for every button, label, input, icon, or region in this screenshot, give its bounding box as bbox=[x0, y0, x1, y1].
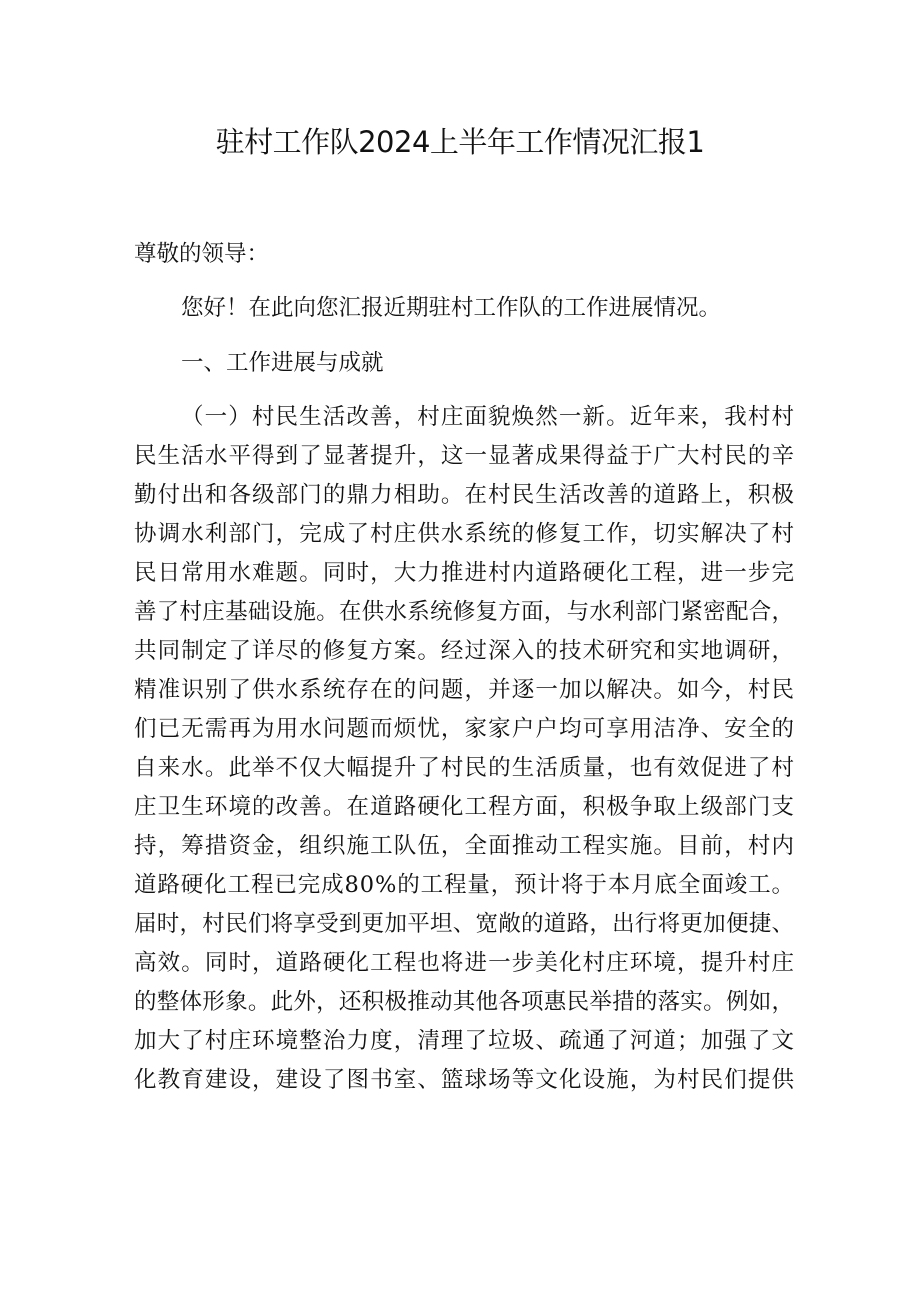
paragraph-line: 届时，村民们将享受到更加平坦、宽敞的道路，出行将更加便捷、 bbox=[134, 911, 795, 937]
document-title: 驻村工作队2024上半年工作情况汇报1 bbox=[215, 125, 705, 159]
section-heading: 一、工作进展与成就 bbox=[181, 350, 384, 376]
paragraph-line: 共同制定了详尽的修复方案。经过深入的技术研究和实地调研， bbox=[134, 638, 796, 664]
paragraph-line: 协调水利部门，完成了村庄供水系统的修复工作，切实解决了村 bbox=[134, 521, 796, 547]
paragraph-line: （一）村民生活改善，村庄面貌焕然一新。近年来，我村村 bbox=[181, 404, 796, 430]
salutation: 尊敬的领导： bbox=[134, 241, 270, 267]
paragraph-line: 道路硬化工程已完成80%的工程量，预计将于本月底全面竣工。 bbox=[134, 872, 795, 898]
paragraph-line: 民生活水平得到了显著提升，这一显著成果得益于广大村民的辛 bbox=[134, 443, 796, 469]
paragraph-line: 高效。同时，道路硬化工程也将进一步美化村庄环境，提升村庄 bbox=[134, 950, 796, 976]
paragraph-line: 化教育建设，建设了图书室、篮球场等文化设施，为村民们提供 bbox=[134, 1067, 796, 1093]
paragraph-line: 自来水。此举不仅大幅提升了村民的生活质量，也有效促进了村 bbox=[134, 755, 796, 781]
greeting: 您好！在此向您汇报近期驻村工作队的工作进展情况。 bbox=[181, 295, 722, 321]
paragraph-line: 的整体形象。此外，还积极推动其他各项惠民举措的落实。例如， bbox=[134, 989, 795, 1015]
paragraph-line: 们已无需再为用水问题而烦忧，家家户户均可享用洁净、安全的 bbox=[134, 716, 796, 742]
paragraph-line: 精准识别了供水系统存在的问题，并逐一加以解决。如今，村民 bbox=[134, 677, 796, 703]
paragraph-line: 庄卫生环境的改善。在道路硬化工程方面，积极争取上级部门支 bbox=[134, 794, 796, 820]
paragraph-line: 加大了村庄环境整治力度，清理了垃圾、疏通了河道；加强了文 bbox=[134, 1028, 796, 1054]
paragraph-line: 勤付出和各级部门的鼎力相助。在村民生活改善的道路上，积极 bbox=[134, 482, 796, 508]
paragraph-line: 民日常用水难题。同时，大力推进村内道路硬化工程，进一步完 bbox=[134, 560, 796, 586]
paragraph-line: 持，筹措资金，组织施工队伍，全面推动工程实施。目前，村内 bbox=[134, 833, 796, 859]
paragraph-line: 善了村庄基础设施。在供水系统修复方面，与水利部门紧密配合， bbox=[134, 599, 795, 625]
